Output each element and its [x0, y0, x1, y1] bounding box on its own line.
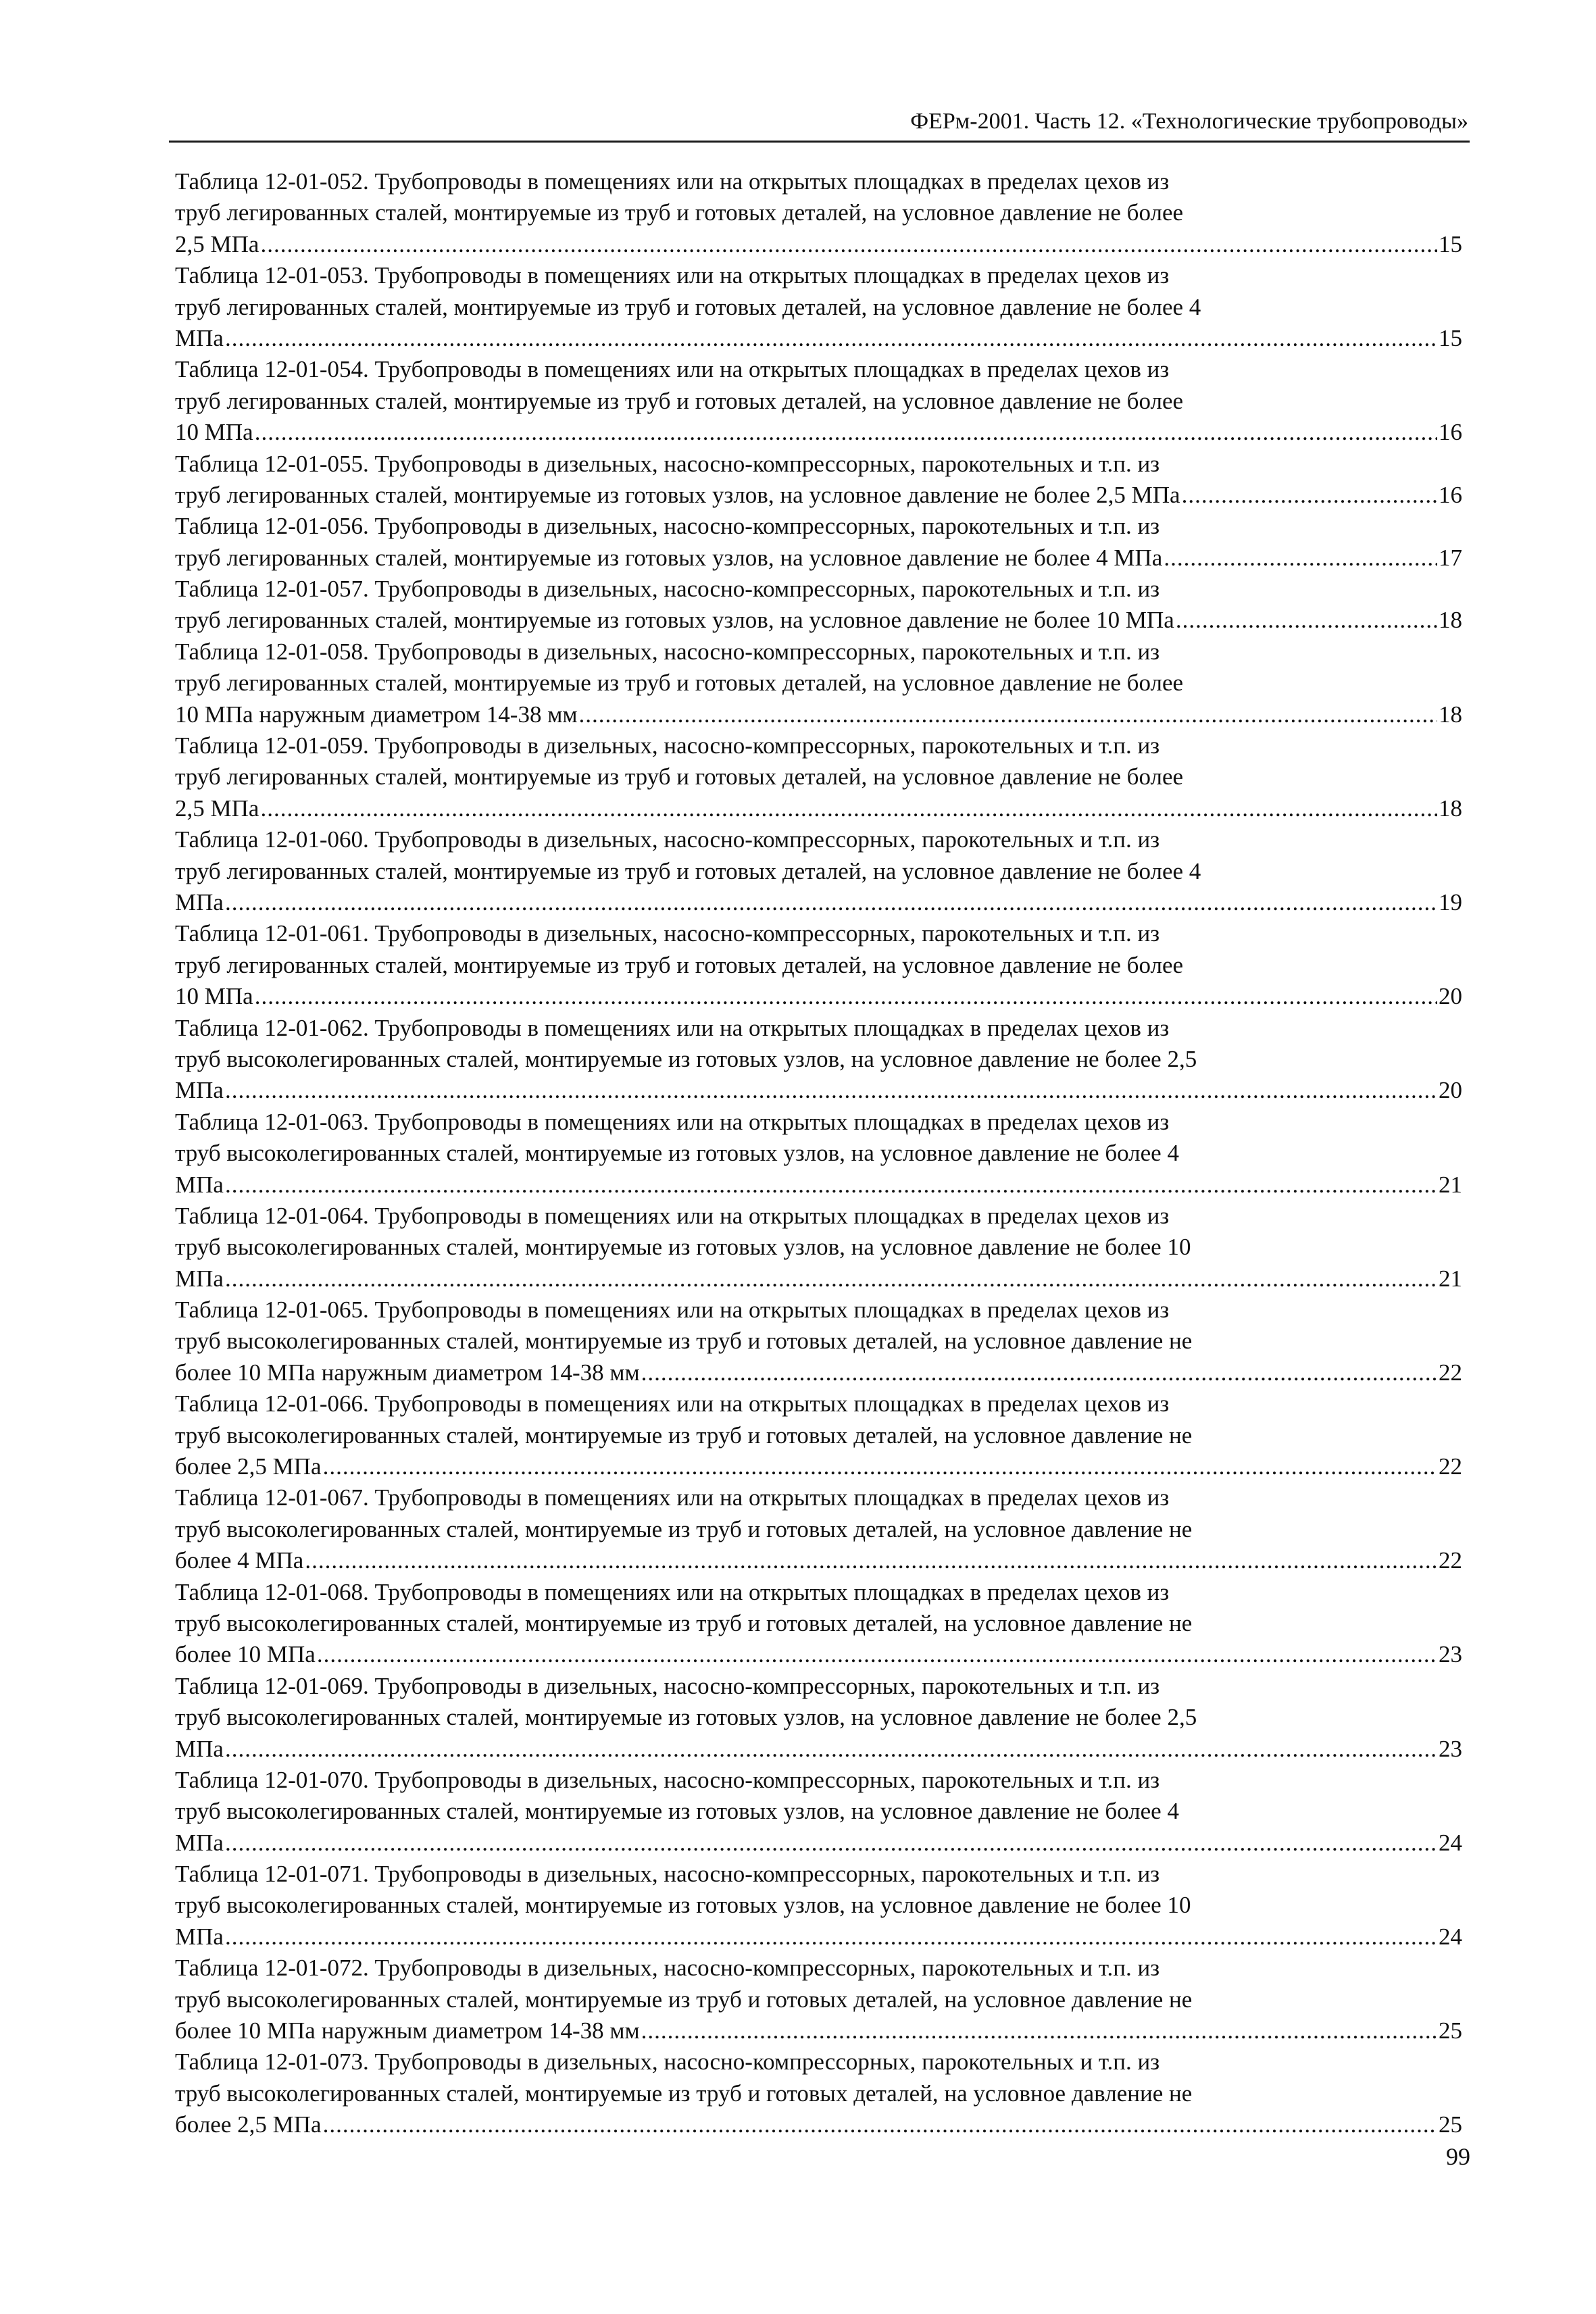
toc-entry-final-line — [175, 229, 1462, 260]
toc-entry-text-line: более 2,5 МПа — [175, 2111, 322, 2138]
toc-entry-text-line: Таблица 12-01-054. Трубопроводы в помещениях или на открытых площадках в пределах цехов из — [175, 356, 1170, 383]
toc-page-number[interactable]: 22 — [1439, 1359, 1462, 1386]
toc-entry-final-line — [175, 1639, 1462, 1670]
dot-leader — [323, 1451, 1437, 1482]
toc-entry-text-line: Таблица 12-01-063. Трубопроводы в помещениях или на открытых площадках в пределах цехов из — [175, 1108, 1170, 1135]
toc-entry[interactable] — [175, 511, 1462, 574]
toc-page-number[interactable]: 18 — [1439, 607, 1462, 634]
toc-entry-text-line: труб легированных сталей, монтируемые из труб и готовых деталей, на условное давление не более — [175, 951, 1184, 978]
toc-page-number[interactable]: 18 — [1439, 701, 1462, 728]
dot-leader — [579, 699, 1437, 730]
toc-page-number[interactable]: 20 — [1439, 983, 1462, 1010]
toc-entry-text-line: Таблица 12-01-073. Трубопроводы в дизельных, насосно-компрессорных, парокотельных и т.п. из — [175, 2048, 1160, 2076]
toc-entry-text-line: труб легированных сталей, монтируемые из труб и готовых деталей, на условное давление не более — [175, 670, 1184, 697]
toc-entry-text-line: МПа — [175, 1265, 224, 1292]
toc-entry[interactable] — [175, 1482, 1462, 1576]
dot-leader — [1182, 480, 1437, 511]
toc-entry-text-line: Таблица 12-01-052. Трубопроводы в помещениях или на открытых площадках в пределах цехов из — [175, 168, 1170, 195]
toc-entry-text-line: 10 МПа наружным диаметром 14-38 мм — [175, 701, 578, 728]
toc-entry-text-line: МПа — [175, 888, 224, 915]
toc-entry-final-line — [175, 417, 1462, 448]
toc-entry-text-line: труб высоколегированных сталей, монтируемые из готовых узлов, на условное давление не более 10 — [175, 1892, 1191, 1919]
dot-leader — [225, 1828, 1437, 1859]
toc-entry-text-line: труб высоколегированных сталей, монтируемые из готовых узлов, на условное давление не более 4 — [175, 1798, 1179, 1825]
dot-leader — [255, 417, 1437, 448]
toc-entry-final-line — [175, 543, 1462, 574]
dot-leader — [255, 981, 1437, 1012]
toc-entry-text-line: Таблица 12-01-068. Трубопроводы в помещениях или на открытых площадках в пределах цехов из — [175, 1578, 1170, 1605]
toc-entry-text-line: труб легированных сталей, монтируемые из труб и готовых деталей, на условное давление не более — [175, 387, 1184, 414]
toc-page-number[interactable]: 23 — [1439, 1641, 1462, 1668]
toc-entry-final-line — [175, 1075, 1462, 1106]
toc-entry-text-line: труб высоколегированных сталей, монтируемые из готовых узлов, на условное давление не более 4 — [175, 1140, 1179, 1167]
toc-entry-text-line: Таблица 12-01-072. Трубопроводы в дизельных, насосно-компрессорных, парокотельных и т.п. из — [175, 1955, 1160, 1982]
dot-leader — [260, 229, 1437, 260]
dot-leader — [1176, 605, 1437, 636]
dot-leader — [225, 1263, 1437, 1294]
dot-leader — [323, 2109, 1437, 2140]
toc-entry-final-line — [175, 323, 1462, 354]
toc-entry-text-line: Таблица 12-01-066. Трубопроводы в помещениях или на открытых площадках в пределах цехов из — [175, 1390, 1170, 1417]
toc-page-number[interactable]: 19 — [1439, 888, 1462, 915]
toc-entry-text-line: Таблица 12-01-062. Трубопроводы в помещениях или на открытых площадках в пределах цехов из — [175, 1014, 1170, 1041]
toc-entry-text-line: более 10 МПа — [175, 1641, 316, 1668]
toc-entry-text-line: 2,5 МПа — [175, 230, 259, 257]
toc-entry-text-line: труб высоколегированных сталей, монтируемые из готовых узлов, на условное давление не более 2,5 — [175, 1045, 1197, 1072]
toc-entry-text-line: Таблица 12-01-056. Трубопроводы в дизельных, насосно-компрессорных, парокотельных и т.п. из — [175, 513, 1160, 540]
toc-page-number[interactable]: 25 — [1439, 2017, 1462, 2044]
running-header-title: ФЕРм-2001. Часть 12. «Технологические трубопроводы» — [910, 109, 1468, 134]
toc-entry-text-line: труб высоколегированных сталей, монтируемые из труб и готовых деталей, на условное давление не — [175, 1986, 1193, 2013]
toc-entry[interactable] — [175, 1859, 1462, 1953]
toc-entry-text-line: Таблица 12-01-053. Трубопроводы в помещениях или на открытых площадках в пределах цехов из — [175, 262, 1170, 289]
dot-leader — [225, 1734, 1437, 1765]
toc-entry-final-line — [175, 981, 1462, 1012]
toc-entry[interactable] — [175, 918, 1462, 1012]
toc-page-number[interactable]: 15 — [1439, 230, 1462, 257]
toc-page-number[interactable]: 16 — [1439, 481, 1462, 508]
toc-entry-text-line: труб легированных сталей, монтируемые из труб и готовых деталей, на условное давление не более 4 — [175, 857, 1201, 884]
toc-entry-text-line: Таблица 12-01-069. Трубопроводы в дизельных, насосно-компрессорных, парокотельных и т.п. из — [175, 1672, 1160, 1699]
toc-entry[interactable] — [175, 1013, 1462, 1107]
toc-page-number[interactable]: 21 — [1439, 1265, 1462, 1292]
toc-entry-text-line: Таблица 12-01-067. Трубопроводы в помещениях или на открытых площадках в пределах цехов из — [175, 1484, 1170, 1511]
toc-entry-text-line: труб высоколегированных сталей, монтируемые из готовых узлов, на условное давление не более 10 — [175, 1234, 1191, 1261]
toc-entry-text-line: Таблица 12-01-065. Трубопроводы в помещениях или на открытых площадках в пределах цехов из — [175, 1297, 1170, 1324]
toc-entry[interactable] — [175, 166, 1462, 260]
toc-entry-final-line — [175, 1263, 1462, 1294]
toc-entry-final-line — [175, 480, 1462, 511]
toc-page-number[interactable]: 21 — [1439, 1171, 1462, 1198]
toc-entry[interactable] — [175, 354, 1462, 448]
dot-leader — [225, 887, 1437, 918]
toc-entry-final-line — [175, 887, 1462, 918]
dot-leader — [225, 1169, 1437, 1201]
toc-entry-text-line: труб легированных сталей, монтируемые из готовых узлов, на условное давление не более 4 МПа — [175, 544, 1163, 571]
toc-entry-text-line: труб высоколегированных сталей, монтируемые из труб и готовых деталей, на условное давление не — [175, 1328, 1193, 1355]
toc-entry[interactable] — [175, 574, 1462, 636]
toc-entry-final-line — [175, 1734, 1462, 1765]
toc-page-number[interactable]: 22 — [1439, 1547, 1462, 1574]
toc-entry[interactable] — [175, 1765, 1462, 1859]
toc-entry-final-line — [175, 1545, 1462, 1576]
toc-entry-final-line — [175, 1169, 1462, 1201]
toc-entry-text-line: Таблица 12-01-071. Трубопроводы в дизельных, насосно-компрессорных, парокотельных и т.п. из — [175, 1861, 1160, 1888]
toc-entry-text-line: Таблица 12-01-058. Трубопроводы в дизельных, насосно-компрессорных, парокотельных и т.п. из — [175, 638, 1160, 665]
toc-entry-text-line: труб легированных сталей, монтируемые из труб и готовых деталей, на условное давление не более — [175, 199, 1184, 226]
dot-leader — [305, 1545, 1437, 1576]
toc-entry-text-line: Таблица 12-01-057. Трубопроводы в дизельных, насосно-компрессорных, парокотельных и т.п. из — [175, 576, 1160, 603]
dot-leader — [641, 2015, 1437, 2046]
toc-entry-text-line: МПа — [175, 1171, 224, 1198]
toc-entry[interactable] — [175, 1577, 1462, 1671]
toc-page-number[interactable]: 17 — [1439, 544, 1462, 571]
toc-page-number[interactable]: 24 — [1439, 1923, 1462, 1950]
toc-page-number[interactable]: 18 — [1439, 795, 1462, 822]
dot-leader — [1164, 543, 1437, 574]
toc-entry-text-line: МПа — [175, 324, 224, 351]
toc-entry-text-line: труб высоколегированных сталей, монтируемые из труб и готовых деталей, на условное давление не — [175, 2080, 1193, 2107]
toc-page-number[interactable]: 23 — [1439, 1735, 1462, 1762]
toc-entry[interactable] — [175, 1953, 1462, 2046]
toc-page-number[interactable]: 22 — [1439, 1453, 1462, 1480]
toc-entry[interactable] — [175, 260, 1462, 354]
toc-entry-text-line: Таблица 12-01-064. Трубопроводы в помещениях или на открытых площадках в пределах цехов из — [175, 1202, 1170, 1229]
toc-entry-text-line: Таблица 12-01-059. Трубопроводы в дизельных, насосно-компрессорных, парокотельных и т.п. из — [175, 732, 1160, 759]
toc-entry[interactable] — [175, 636, 1462, 730]
toc-entry[interactable] — [175, 449, 1462, 511]
dot-leader — [260, 793, 1437, 824]
toc-entry-text-line: более 2,5 МПа — [175, 1453, 322, 1480]
toc-entry[interactable] — [175, 2046, 1462, 2140]
toc-entry-final-line — [175, 2015, 1462, 2046]
dot-leader — [225, 1921, 1437, 1953]
toc-entry-text-line: труб легированных сталей, монтируемые из готовых узлов, на условное давление не более 10 МПа — [175, 607, 1174, 634]
toc-page-number[interactable]: 15 — [1439, 324, 1462, 351]
toc-entry-text-line: 10 МПа — [175, 983, 253, 1010]
toc-entry-final-line — [175, 1357, 1462, 1388]
toc-entry-text-line: 10 МПа — [175, 419, 253, 446]
toc-page-number[interactable]: 20 — [1439, 1077, 1462, 1104]
toc-entry-text-line: труб высоколегированных сталей, монтируемые из готовых узлов, на условное давление не более 2,5 — [175, 1704, 1197, 1731]
toc-entry-final-line — [175, 1828, 1462, 1859]
toc-page-number[interactable]: 16 — [1439, 419, 1462, 446]
toc-entry-final-line — [175, 793, 1462, 824]
toc-entry-text-line: Таблица 12-01-060. Трубопроводы в дизельных, насосно-компрессорных, парокотельных и т.п. из — [175, 826, 1160, 853]
toc-entry-final-line — [175, 1451, 1462, 1482]
table-of-contents — [175, 166, 1462, 2141]
toc-entry[interactable] — [175, 730, 1462, 824]
dot-leader — [225, 1075, 1437, 1106]
toc-entry[interactable] — [175, 1201, 1462, 1294]
toc-entry-text-line: Таблица 12-01-070. Трубопроводы в дизельных, насосно-компрессорных, парокотельных и т.п. из — [175, 1766, 1160, 1793]
toc-entry-text-line: труб легированных сталей, монтируемые из готовых узлов, на условное давление не более 2,5 МПа — [175, 481, 1180, 508]
toc-entry-text-line: 2,5 МПа — [175, 795, 259, 822]
toc-entry[interactable] — [175, 1294, 1462, 1388]
dot-leader — [641, 1357, 1437, 1388]
toc-entry-text-line: труб легированных сталей, монтируемые из труб и готовых деталей, на условное давление не более 4 — [175, 293, 1201, 320]
toc-entry-text-line: МПа — [175, 1829, 224, 1856]
page-header — [169, 107, 1470, 143]
toc-entry[interactable] — [175, 1671, 1462, 1765]
toc-entry-text-line: более 10 МПа наружным диаметром 14-38 мм — [175, 1359, 640, 1386]
toc-entry-final-line — [175, 1921, 1462, 1953]
toc-entry-text-line: труб высоколегированных сталей, монтируемые из труб и готовых деталей, на условное давление не — [175, 1422, 1193, 1449]
toc-entry-text-line: более 10 МПа наружным диаметром 14-38 мм — [175, 2017, 640, 2044]
dot-leader — [225, 323, 1437, 354]
toc-entry-text-line: труб легированных сталей, монтируемые из труб и готовых деталей, на условное давление не более — [175, 763, 1184, 790]
toc-entry[interactable] — [175, 1388, 1462, 1482]
toc-entry-final-line — [175, 2109, 1462, 2140]
toc-entry-text-line: МПа — [175, 1735, 224, 1762]
toc-entry-text-line: МПа — [175, 1077, 224, 1104]
toc-entry-text-line: труб высоколегированных сталей, монтируемые из труб и готовых деталей, на условное давление не — [175, 1515, 1193, 1542]
toc-entry-final-line — [175, 699, 1462, 730]
toc-page-number[interactable]: 24 — [1439, 1829, 1462, 1856]
dot-leader — [317, 1639, 1437, 1670]
toc-entry-text-line: МПа — [175, 1923, 224, 1950]
toc-entry[interactable] — [175, 1107, 1462, 1201]
toc-page-number[interactable]: 25 — [1439, 2111, 1462, 2138]
toc-entry-text-line: более 4 МПа — [175, 1547, 304, 1574]
toc-entry-final-line — [175, 605, 1462, 636]
toc-entry-text-line: Таблица 12-01-061. Трубопроводы в дизельных, насосно-компрессорных, парокотельных и т.п. из — [175, 920, 1160, 947]
toc-entry-text-line: труб высоколегированных сталей, монтируемые из труб и готовых деталей, на условное давление не — [175, 1609, 1193, 1636]
toc-entry[interactable] — [175, 824, 1462, 918]
toc-entry-text-line: Таблица 12-01-055. Трубопроводы в дизельных, насосно-компрессорных, парокотельных и т.п. из — [175, 450, 1160, 477]
page-number: 99 — [1446, 2143, 1470, 2170]
